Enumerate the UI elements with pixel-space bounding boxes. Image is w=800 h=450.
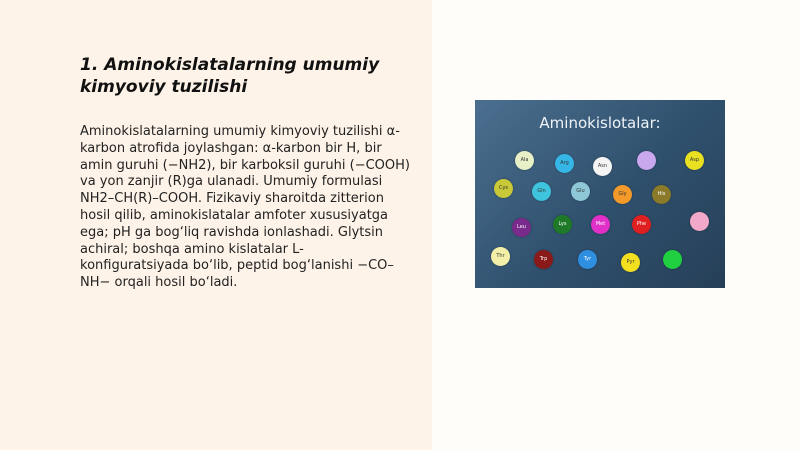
figure-caption: Aminokislotalar: bbox=[539, 114, 661, 132]
amino-acid-bubble: Tyr bbox=[578, 250, 597, 269]
amino-acid-bubble: Asp bbox=[685, 151, 704, 170]
amino-acids-figure bbox=[475, 100, 725, 288]
amino-acid-bubble: Lys bbox=[553, 215, 572, 234]
slide-title: 1. Aminokislatalarning umumiy kimyoviy tuzilishi bbox=[80, 55, 380, 97]
amino-acid-bubble: Asn bbox=[593, 157, 612, 176]
amino-acid-bubble: Pyr bbox=[621, 253, 640, 272]
amino-acid-bubble: Gly bbox=[613, 185, 632, 204]
amino-acid-bubble: Thr bbox=[491, 247, 510, 266]
amino-acid-bubble bbox=[690, 212, 709, 231]
amino-acid-bubble bbox=[663, 250, 682, 269]
amino-acid-bubble: Trp bbox=[534, 250, 553, 269]
amino-acid-bubble: Gln bbox=[532, 182, 551, 201]
amino-acid-bubble bbox=[637, 151, 656, 170]
amino-acid-bubble: Glu bbox=[571, 182, 590, 201]
amino-acid-bubble: Met bbox=[591, 215, 610, 234]
amino-acid-bubble: His bbox=[652, 185, 671, 204]
amino-acid-bubble: Cys bbox=[494, 179, 513, 198]
amino-acid-bubble: Leu bbox=[512, 218, 531, 237]
amino-acid-bubble: Arg bbox=[555, 154, 574, 173]
amino-acid-bubble: Ala bbox=[515, 151, 534, 170]
amino-acid-bubble: Phe bbox=[632, 215, 651, 234]
slide-body-text: Aminokislatalarning umumiy kimyoviy tuzilishi α-karbon atrofida joylashgan: α-karbon bir H, bir amin guruhi (−NH2), bir karboksil guruhi (−COOH) va yon zanjir (R)ga ulanadi. Umumiy formulasi NH2–CH(R)–COOH. Fizikaviy sharoitda zitterion hosil qilib, aminokislatalar amfoter xususiyatga ega; pH ga bog‘liq ravishda ionlashadi. Glytsin achiral; boshqa amino kislatalar L-konfiguratsiyada bo‘lib, peptid bog‘lanishi −CO–NH− orqali hosil bo‘ladi. bbox=[80, 124, 410, 291]
